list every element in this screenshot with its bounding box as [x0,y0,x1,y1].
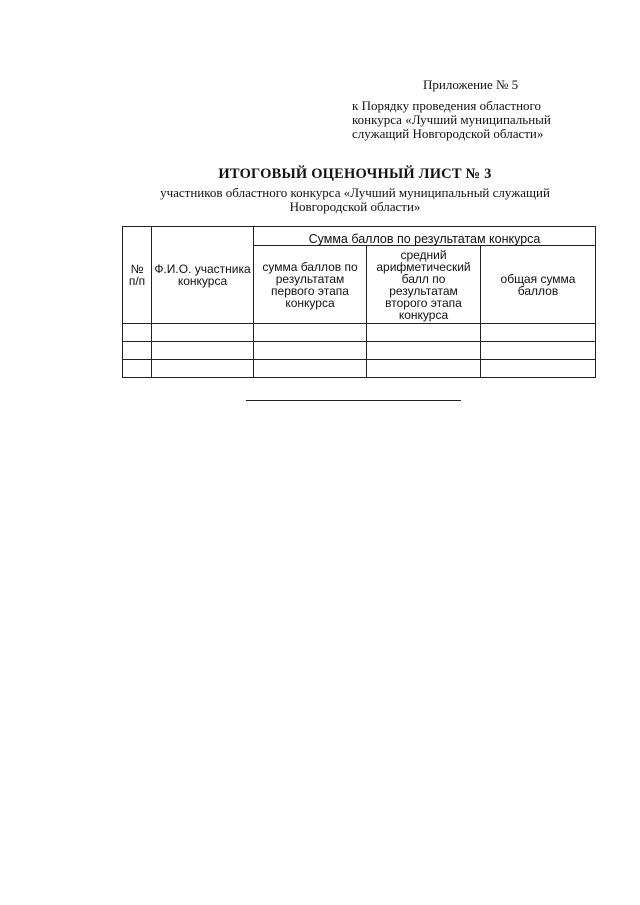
table-row [123,360,596,378]
subtitle-line-2: Новгородской области» [289,199,421,214]
appendix-line-3: служащий Новгородской области» [352,126,544,141]
appendix-line-2: конкурса «Лучший муниципальный [352,112,551,127]
cell-name [152,360,254,378]
cell-stage2 [367,360,481,378]
cell-stage1 [254,324,367,342]
cell-number [123,342,152,360]
appendix-line-1: к Порядку проведения областного [352,98,542,113]
score-table [122,226,596,378]
header-stage2: средний арифметический балл по результатам второго этапа конкурса [367,246,481,324]
header-score-group: Сумма баллов по результатам конкурса [254,227,596,246]
cell-stage1 [254,360,367,378]
cell-total [481,342,596,360]
footer-divider [246,400,461,401]
document-title: ИТОГОВЫЙ ОЦЕНОЧНЫЙ ЛИСТ № 3 [218,166,492,182]
appendix-block [352,78,622,141]
cell-stage2 [367,342,481,360]
cell-name [152,342,254,360]
appendix-number: Приложение № 5 [423,77,519,92]
header-total: общая сумма баллов [481,246,596,324]
cell-total [481,324,596,342]
cell-name [152,324,254,342]
subtitle-line-1: участников областного конкурса «Лучший муниципальный служащий [160,185,550,200]
cell-total [481,360,596,378]
header-name: Ф.И.О. участника конкурса [152,227,254,324]
cell-number [123,360,152,378]
table-row [123,342,596,360]
table-row [123,324,596,342]
cell-stage1 [254,342,367,360]
header-number: № п/п [123,227,152,324]
document-subtitle [130,186,580,214]
cell-number [123,324,152,342]
header-stage1: сумма баллов по результатам первого этапа конкурса [254,246,367,324]
cell-stage2 [367,324,481,342]
